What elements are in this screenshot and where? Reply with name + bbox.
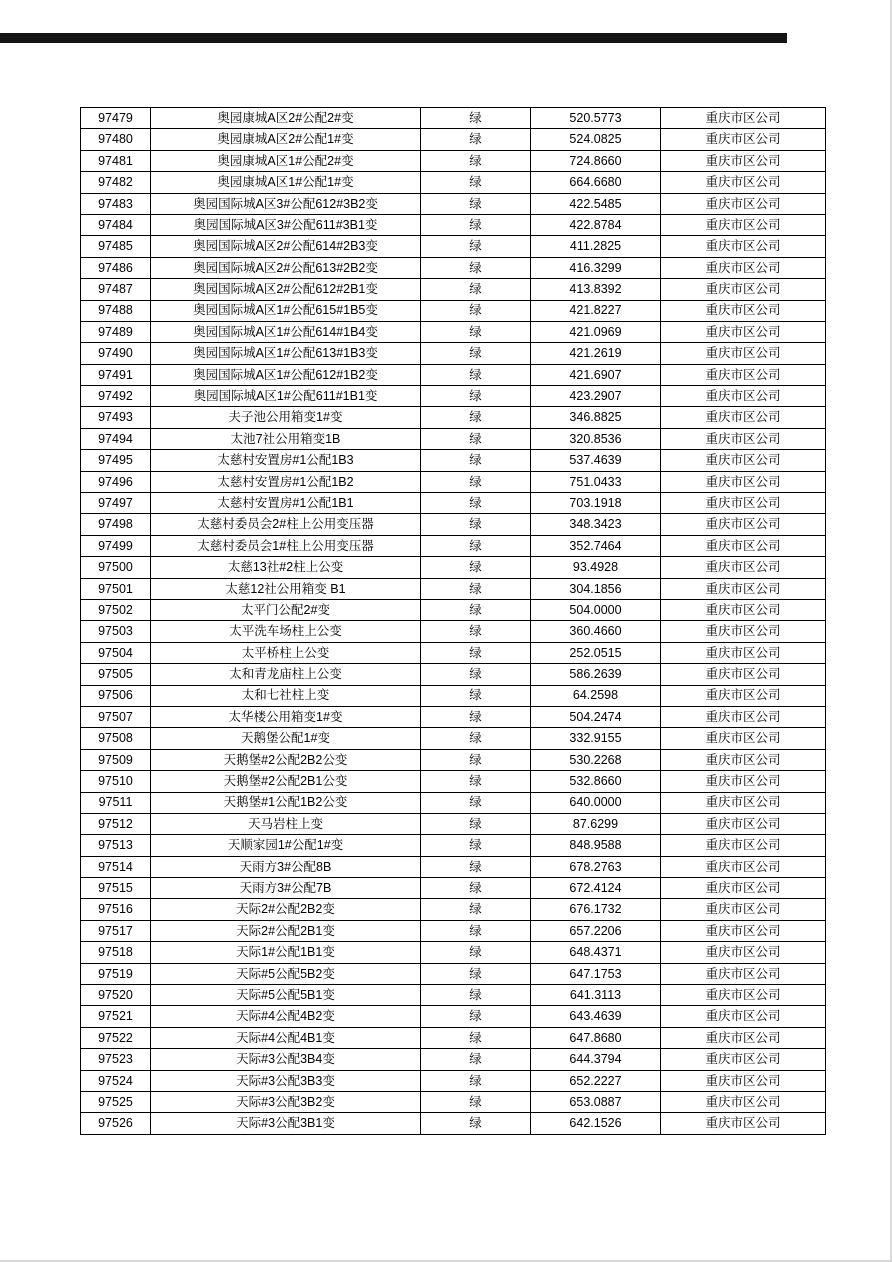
cell-name: 奥园康城A区1#公配2#变 (151, 150, 421, 171)
cell-id: 97479 (81, 108, 151, 129)
cell-company: 重庆市区公司 (661, 343, 826, 364)
cell-name: 天雨方3#公配8B (151, 856, 421, 877)
cell-value: 520.5773 (531, 108, 661, 129)
cell-company: 重庆市区公司 (661, 1049, 826, 1070)
cell-company: 重庆市区公司 (661, 942, 826, 963)
cell-id: 97488 (81, 300, 151, 321)
cell-value: 653.0887 (531, 1091, 661, 1112)
cell-status: 绿 (421, 985, 531, 1006)
cell-company: 重庆市区公司 (661, 985, 826, 1006)
cell-status: 绿 (421, 129, 531, 150)
cell-status: 绿 (421, 878, 531, 899)
cell-company: 重庆市区公司 (661, 856, 826, 877)
cell-company: 重庆市区公司 (661, 450, 826, 471)
cell-name: 太慈村安置房#1公配1B1 (151, 493, 421, 514)
cell-id: 97514 (81, 856, 151, 877)
cell-id: 97502 (81, 599, 151, 620)
cell-value: 422.8784 (531, 214, 661, 235)
cell-status: 绿 (421, 193, 531, 214)
cell-company: 重庆市区公司 (661, 706, 826, 727)
cell-name: 天鹅堡#2公配2B2公变 (151, 749, 421, 770)
cell-name: 天际#3公配3B4变 (151, 1049, 421, 1070)
cell-id: 97501 (81, 578, 151, 599)
cell-value: 664.6680 (531, 172, 661, 193)
cell-id: 97526 (81, 1113, 151, 1134)
cell-status: 绿 (421, 236, 531, 257)
cell-status: 绿 (421, 1049, 531, 1070)
cell-value: 524.0825 (531, 129, 661, 150)
cell-name: 太慈村安置房#1公配1B3 (151, 450, 421, 471)
cell-company: 重庆市区公司 (661, 407, 826, 428)
cell-name: 天鹅堡#2公配2B1公变 (151, 771, 421, 792)
table-row (81, 642, 826, 663)
table-row (81, 728, 826, 749)
cell-id: 97520 (81, 985, 151, 1006)
table-row (81, 1049, 826, 1070)
cell-value: 64.2598 (531, 685, 661, 706)
cell-status: 绿 (421, 557, 531, 578)
table-row (81, 471, 826, 492)
table-row (81, 963, 826, 984)
cell-value: 416.3299 (531, 257, 661, 278)
cell-value: 640.0000 (531, 792, 661, 813)
cell-id: 97480 (81, 129, 151, 150)
cell-value: 751.0433 (531, 471, 661, 492)
cell-id: 97484 (81, 214, 151, 235)
cell-status: 绿 (421, 407, 531, 428)
table-row (81, 300, 826, 321)
cell-name: 奥园国际城A区1#公配613#1B3变 (151, 343, 421, 364)
cell-company: 重庆市区公司 (661, 172, 826, 193)
cell-value: 676.1732 (531, 899, 661, 920)
cell-name: 天际#3公配3B1变 (151, 1113, 421, 1134)
cell-company: 重庆市区公司 (661, 150, 826, 171)
cell-value: 678.2763 (531, 856, 661, 877)
cell-name: 天际2#公配2B1变 (151, 920, 421, 941)
cell-name: 天鹅堡公配1#变 (151, 728, 421, 749)
cell-value: 413.8392 (531, 279, 661, 300)
table-row (81, 1091, 826, 1112)
cell-company: 重庆市区公司 (661, 535, 826, 556)
cell-value: 421.6907 (531, 364, 661, 385)
cell-id: 97496 (81, 471, 151, 492)
table-row (81, 1070, 826, 1091)
table-row (81, 386, 826, 407)
cell-value: 504.2474 (531, 706, 661, 727)
cell-status: 绿 (421, 471, 531, 492)
cell-status: 绿 (421, 664, 531, 685)
cell-company: 重庆市区公司 (661, 108, 826, 129)
cell-status: 绿 (421, 728, 531, 749)
cell-status: 绿 (421, 279, 531, 300)
table-row (81, 771, 826, 792)
cell-id: 97483 (81, 193, 151, 214)
cell-name: 太平门公配2#变 (151, 599, 421, 620)
cell-id: 97495 (81, 450, 151, 471)
table-row (81, 214, 826, 235)
cell-value: 530.2268 (531, 749, 661, 770)
cell-status: 绿 (421, 321, 531, 342)
cell-status: 绿 (421, 172, 531, 193)
cell-name: 奥园国际城A区1#公配612#1B2变 (151, 364, 421, 385)
cell-company: 重庆市区公司 (661, 792, 826, 813)
cell-status: 绿 (421, 450, 531, 471)
cell-value: 644.3794 (531, 1049, 661, 1070)
cell-name: 天际2#公配2B2变 (151, 899, 421, 920)
cell-id: 97511 (81, 792, 151, 813)
cell-id: 97523 (81, 1049, 151, 1070)
cell-name: 天顺家园1#公配1#变 (151, 835, 421, 856)
cell-value: 657.2206 (531, 920, 661, 941)
cell-id: 97481 (81, 150, 151, 171)
cell-status: 绿 (421, 899, 531, 920)
table-row (81, 407, 826, 428)
cell-value: 421.0969 (531, 321, 661, 342)
cell-id: 97506 (81, 685, 151, 706)
cell-value: 724.8660 (531, 150, 661, 171)
cell-value: 848.9588 (531, 835, 661, 856)
cell-company: 重庆市区公司 (661, 749, 826, 770)
cell-name: 太慈村委员会2#柱上公用变压器 (151, 514, 421, 535)
cell-value: 586.2639 (531, 664, 661, 685)
cell-value: 532.8660 (531, 771, 661, 792)
table-row (81, 899, 826, 920)
cell-id: 97517 (81, 920, 151, 941)
cell-status: 绿 (421, 343, 531, 364)
cell-status: 绿 (421, 599, 531, 620)
table-row (81, 942, 826, 963)
cell-status: 绿 (421, 493, 531, 514)
cell-id: 97490 (81, 343, 151, 364)
table-row (81, 343, 826, 364)
cell-status: 绿 (421, 1113, 531, 1134)
cell-status: 绿 (421, 706, 531, 727)
cell-name: 太慈13社#2柱上公变 (151, 557, 421, 578)
cell-name: 天际#4公配4B1变 (151, 1027, 421, 1048)
cell-value: 537.4639 (531, 450, 661, 471)
cell-name: 奥园康城A区2#公配2#变 (151, 108, 421, 129)
table-row (81, 920, 826, 941)
cell-value: 421.8227 (531, 300, 661, 321)
cell-id: 97486 (81, 257, 151, 278)
cell-id: 97519 (81, 963, 151, 984)
cell-id: 97512 (81, 813, 151, 834)
cell-name: 奥园国际城A区1#公配615#1B5变 (151, 300, 421, 321)
cell-name: 奥园康城A区1#公配1#变 (151, 172, 421, 193)
cell-status: 绿 (421, 771, 531, 792)
cell-name: 天雨方3#公配7B (151, 878, 421, 899)
cell-value: 504.0000 (531, 599, 661, 620)
cell-value: 641.3113 (531, 985, 661, 1006)
cell-name: 奥园国际城A区3#公配612#3B2变 (151, 193, 421, 214)
cell-status: 绿 (421, 963, 531, 984)
cell-name: 太和青龙庙柱上公变 (151, 664, 421, 685)
cell-name: 太慈12社公用箱变 B1 (151, 578, 421, 599)
cell-name: 奥园康城A区2#公配1#变 (151, 129, 421, 150)
cell-company: 重庆市区公司 (661, 1070, 826, 1091)
cell-name: 奥园国际城A区2#公配613#2B2变 (151, 257, 421, 278)
table-row (81, 835, 826, 856)
table-row (81, 685, 826, 706)
cell-company: 重庆市区公司 (661, 599, 826, 620)
cell-value: 647.8680 (531, 1027, 661, 1048)
cell-status: 绿 (421, 1091, 531, 1112)
cell-id: 97485 (81, 236, 151, 257)
cell-name: 奥园国际城A区2#公配612#2B1变 (151, 279, 421, 300)
cell-value: 411.2825 (531, 236, 661, 257)
cell-company: 重庆市区公司 (661, 835, 826, 856)
cell-status: 绿 (421, 749, 531, 770)
cell-id: 97497 (81, 493, 151, 514)
cell-status: 绿 (421, 386, 531, 407)
cell-value: 87.6299 (531, 813, 661, 834)
cell-id: 97508 (81, 728, 151, 749)
cell-status: 绿 (421, 428, 531, 449)
table-row (81, 621, 826, 642)
cell-company: 重庆市区公司 (661, 1091, 826, 1112)
cell-status: 绿 (421, 1006, 531, 1027)
cell-name: 奥园国际城A区1#公配614#1B4变 (151, 321, 421, 342)
cell-company: 重庆市区公司 (661, 642, 826, 663)
cell-status: 绿 (421, 300, 531, 321)
cell-id: 97499 (81, 535, 151, 556)
cell-status: 绿 (421, 792, 531, 813)
cell-company: 重庆市区公司 (661, 129, 826, 150)
cell-value: 648.4371 (531, 942, 661, 963)
cell-name: 太池7社公用箱变1B (151, 428, 421, 449)
table-row (81, 1113, 826, 1134)
cell-id: 97518 (81, 942, 151, 963)
table-row (81, 193, 826, 214)
cell-id: 97489 (81, 321, 151, 342)
table-row (81, 1027, 826, 1048)
cell-name: 奥园国际城A区2#公配614#2B3变 (151, 236, 421, 257)
table-row (81, 792, 826, 813)
table-row (81, 450, 826, 471)
cell-status: 绿 (421, 150, 531, 171)
table-row (81, 599, 826, 620)
cell-value: 360.4660 (531, 621, 661, 642)
cell-value: 643.4639 (531, 1006, 661, 1027)
cell-value: 672.4124 (531, 878, 661, 899)
cell-status: 绿 (421, 578, 531, 599)
cell-status: 绿 (421, 856, 531, 877)
table-body (81, 108, 826, 1135)
table-row (81, 514, 826, 535)
table-row (81, 557, 826, 578)
cell-id: 97515 (81, 878, 151, 899)
cell-id: 97516 (81, 899, 151, 920)
table-row (81, 236, 826, 257)
cell-name: 太慈村委员会1#柱上公用变压器 (151, 535, 421, 556)
cell-value: 252.0515 (531, 642, 661, 663)
cell-name: 太平洗车场柱上公变 (151, 621, 421, 642)
table-row (81, 428, 826, 449)
cell-name: 天际#5公配5B2变 (151, 963, 421, 984)
cell-company: 重庆市区公司 (661, 813, 826, 834)
table-row (81, 129, 826, 150)
cell-id: 97500 (81, 557, 151, 578)
cell-name: 奥园国际城A区3#公配611#3B1变 (151, 214, 421, 235)
cell-status: 绿 (421, 621, 531, 642)
cell-company: 重庆市区公司 (661, 578, 826, 599)
table-row (81, 364, 826, 385)
cell-id: 97521 (81, 1006, 151, 1027)
cell-status: 绿 (421, 514, 531, 535)
cell-status: 绿 (421, 108, 531, 129)
cell-value: 652.2227 (531, 1070, 661, 1091)
cell-id: 97494 (81, 428, 151, 449)
cell-id: 97491 (81, 364, 151, 385)
cell-name: 太和七社柱上变 (151, 685, 421, 706)
cell-status: 绿 (421, 942, 531, 963)
cell-id: 97505 (81, 664, 151, 685)
cell-company: 重庆市区公司 (661, 214, 826, 235)
table-row (81, 664, 826, 685)
cell-value: 304.1856 (531, 578, 661, 599)
cell-status: 绿 (421, 1070, 531, 1091)
cell-value: 352.7464 (531, 535, 661, 556)
table-row (81, 878, 826, 899)
cell-company: 重庆市区公司 (661, 236, 826, 257)
cell-name: 太平桥柱上公变 (151, 642, 421, 663)
table-row (81, 1006, 826, 1027)
cell-value: 423.2907 (531, 386, 661, 407)
cell-status: 绿 (421, 535, 531, 556)
cell-name: 天鹅堡#1公配1B2公变 (151, 792, 421, 813)
cell-company: 重庆市区公司 (661, 920, 826, 941)
cell-id: 97510 (81, 771, 151, 792)
table-row (81, 257, 826, 278)
cell-id: 97492 (81, 386, 151, 407)
cell-company: 重庆市区公司 (661, 279, 826, 300)
cell-id: 97504 (81, 642, 151, 663)
table-row (81, 172, 826, 193)
cell-company: 重庆市区公司 (661, 664, 826, 685)
cell-status: 绿 (421, 642, 531, 663)
cell-id: 97498 (81, 514, 151, 535)
table-row (81, 985, 826, 1006)
cell-company: 重庆市区公司 (661, 728, 826, 749)
cell-name: 夫子池公用箱变1#变 (151, 407, 421, 428)
cell-value: 642.1526 (531, 1113, 661, 1134)
cell-status: 绿 (421, 214, 531, 235)
cell-company: 重庆市区公司 (661, 1027, 826, 1048)
cell-value: 647.1753 (531, 963, 661, 984)
table-row (81, 813, 826, 834)
table-row (81, 321, 826, 342)
cell-status: 绿 (421, 835, 531, 856)
cell-id: 97525 (81, 1091, 151, 1112)
table-row (81, 279, 826, 300)
table-row (81, 108, 826, 129)
cell-name: 天际#3公配3B2变 (151, 1091, 421, 1112)
table-row (81, 856, 826, 877)
cell-status: 绿 (421, 685, 531, 706)
cell-id: 97493 (81, 407, 151, 428)
cell-id: 97522 (81, 1027, 151, 1048)
cell-value: 422.5485 (531, 193, 661, 214)
cell-value: 332.9155 (531, 728, 661, 749)
cell-company: 重庆市区公司 (661, 321, 826, 342)
cell-value: 346.8825 (531, 407, 661, 428)
cell-company: 重庆市区公司 (661, 493, 826, 514)
cell-name: 天际1#公配1B1变 (151, 942, 421, 963)
cell-name: 天际#3公配3B3变 (151, 1070, 421, 1091)
cell-name: 天际#5公配5B1变 (151, 985, 421, 1006)
cell-value: 703.1918 (531, 493, 661, 514)
cell-id: 97487 (81, 279, 151, 300)
cell-company: 重庆市区公司 (661, 364, 826, 385)
table-row (81, 535, 826, 556)
table-row (81, 150, 826, 171)
cell-company: 重庆市区公司 (661, 428, 826, 449)
cell-status: 绿 (421, 364, 531, 385)
cell-name: 太华楼公用箱变1#变 (151, 706, 421, 727)
cell-status: 绿 (421, 813, 531, 834)
cell-company: 重庆市区公司 (661, 685, 826, 706)
cell-id: 97513 (81, 835, 151, 856)
cell-company: 重庆市区公司 (661, 514, 826, 535)
cell-company: 重庆市区公司 (661, 1006, 826, 1027)
cell-id: 97507 (81, 706, 151, 727)
cell-name: 天马岩柱上变 (151, 813, 421, 834)
cell-name: 奥园国际城A区1#公配611#1B1变 (151, 386, 421, 407)
cell-value: 348.3423 (531, 514, 661, 535)
cell-company: 重庆市区公司 (661, 771, 826, 792)
cell-company: 重庆市区公司 (661, 257, 826, 278)
cell-status: 绿 (421, 920, 531, 941)
cell-status: 绿 (421, 1027, 531, 1048)
cell-company: 重庆市区公司 (661, 300, 826, 321)
cell-company: 重庆市区公司 (661, 386, 826, 407)
data-table (80, 107, 826, 1135)
cell-name: 太慈村安置房#1公配1B2 (151, 471, 421, 492)
cell-company: 重庆市区公司 (661, 471, 826, 492)
cell-id: 97503 (81, 621, 151, 642)
top-rule-bar (0, 33, 787, 43)
cell-company: 重庆市区公司 (661, 1113, 826, 1134)
cell-value: 320.8536 (531, 428, 661, 449)
cell-company: 重庆市区公司 (661, 878, 826, 899)
table-row (81, 749, 826, 770)
cell-company: 重庆市区公司 (661, 621, 826, 642)
cell-company: 重庆市区公司 (661, 899, 826, 920)
cell-company: 重庆市区公司 (661, 557, 826, 578)
cell-value: 421.2619 (531, 343, 661, 364)
cell-company: 重庆市区公司 (661, 193, 826, 214)
table-row (81, 706, 826, 727)
cell-value: 93.4928 (531, 557, 661, 578)
cell-name: 天际#4公配4B2变 (151, 1006, 421, 1027)
cell-id: 97482 (81, 172, 151, 193)
cell-company: 重庆市区公司 (661, 963, 826, 984)
cell-id: 97524 (81, 1070, 151, 1091)
cell-id: 97509 (81, 749, 151, 770)
table-row (81, 493, 826, 514)
cell-status: 绿 (421, 257, 531, 278)
table-row (81, 578, 826, 599)
